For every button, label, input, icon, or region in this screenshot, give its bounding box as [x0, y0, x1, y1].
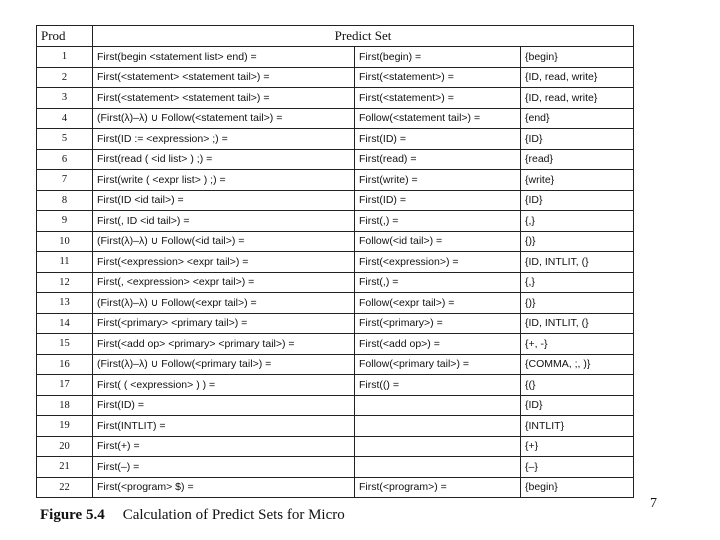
row-number: 8	[37, 190, 93, 211]
table-row	[37, 313, 634, 334]
predict-set-result: {begin}	[521, 47, 634, 68]
predict-expression: First(<statement>) =	[355, 67, 521, 88]
production-expression: First(<statement> <statement tail>) =	[93, 67, 355, 88]
production-expression: First(, <expression> <expr tail>) =	[93, 272, 355, 293]
predict-expression: First(<program>) =	[355, 477, 521, 498]
table-row	[37, 293, 634, 314]
predict-set-result: {ID}	[521, 395, 634, 416]
row-number: 21	[37, 457, 93, 478]
header-predict-set: Predict Set	[93, 26, 634, 47]
table-row	[37, 211, 634, 232]
predict-set-result: {begin}	[521, 477, 634, 498]
production-expression: First(write ( <expr list> ) ;) =	[93, 170, 355, 191]
row-number: 1	[37, 47, 93, 68]
predict-set-result: {ID, INTLIT, (}	[521, 252, 634, 273]
predict-expression: First(,) =	[355, 272, 521, 293]
predict-set-result: {,}	[521, 272, 634, 293]
production-expression: First(<add op> <primary> <primary tail>) =	[93, 334, 355, 355]
table-row	[37, 149, 634, 170]
predict-set-result: {+}	[521, 436, 634, 457]
table-row	[37, 88, 634, 109]
predict-set-result: {(}	[521, 375, 634, 396]
predict-expression: First(begin) =	[355, 47, 521, 68]
production-expression: First(begin <statement list> end) =	[93, 47, 355, 68]
table-row	[37, 231, 634, 252]
predict-set-result: {ID, read, write}	[521, 67, 634, 88]
table-row	[37, 108, 634, 129]
table-row	[37, 416, 634, 437]
predict-expression: First(write) =	[355, 170, 521, 191]
predict-set-result: {ID, INTLIT, (}	[521, 313, 634, 334]
production-expression: First(read ( <id list> ) ;) =	[93, 149, 355, 170]
predict-set-result: {ID, read, write}	[521, 88, 634, 109]
row-number: 12	[37, 272, 93, 293]
production-expression: First(–) =	[93, 457, 355, 478]
row-number: 2	[37, 67, 93, 88]
predict-expression: First(() =	[355, 375, 521, 396]
production-expression: (First(λ)–λ) ∪ Follow(<expr tail>) =	[93, 293, 355, 314]
predict-expression: Follow(<statement tail>) =	[355, 108, 521, 129]
production-expression: First(ID <id tail>) =	[93, 190, 355, 211]
row-number: 14	[37, 313, 93, 334]
table-row	[37, 47, 634, 68]
table-row	[37, 334, 634, 355]
predict-expression: First(<statement>) =	[355, 88, 521, 109]
table-row	[37, 170, 634, 191]
production-expression: First(<statement> <statement tail>) =	[93, 88, 355, 109]
predict-set-result: {–}	[521, 457, 634, 478]
predict-expression: First(ID) =	[355, 129, 521, 150]
row-number: 9	[37, 211, 93, 232]
predict-set-result: {)}	[521, 293, 634, 314]
predict-expression: First(<expression>) =	[355, 252, 521, 273]
predict-set-result: {INTLIT}	[521, 416, 634, 437]
figure-label: Figure 5.4	[40, 507, 105, 523]
table-row	[37, 354, 634, 375]
row-number: 11	[37, 252, 93, 273]
row-number: 22	[37, 477, 93, 498]
predict-expression: First(read) =	[355, 149, 521, 170]
predict-set-table	[36, 25, 634, 498]
row-number: 17	[37, 375, 93, 396]
predict-expression	[355, 457, 521, 478]
table-row	[37, 436, 634, 457]
production-expression: (First(λ)–λ) ∪ Follow(<statement tail>) =	[93, 108, 355, 129]
row-number: 13	[37, 293, 93, 314]
predict-expression: Follow(<expr tail>) =	[355, 293, 521, 314]
table-row	[37, 395, 634, 416]
predict-expression	[355, 416, 521, 437]
predict-set-result: {,}	[521, 211, 634, 232]
row-number: 10	[37, 231, 93, 252]
production-expression: (First(λ)–λ) ∪ Follow(<primary tail>) =	[93, 354, 355, 375]
production-expression: First(+) =	[93, 436, 355, 457]
row-number: 5	[37, 129, 93, 150]
table-row	[37, 375, 634, 396]
table-header-row	[37, 26, 634, 47]
predict-set-table-container	[36, 25, 633, 494]
predict-set-result: {read}	[521, 149, 634, 170]
predict-set-result: {COMMA, ;, )}	[521, 354, 634, 375]
row-number: 15	[37, 334, 93, 355]
production-expression: First(, ID <id tail>) =	[93, 211, 355, 232]
predict-expression: First(ID) =	[355, 190, 521, 211]
table-row	[37, 67, 634, 88]
production-expression: First(ID) =	[93, 395, 355, 416]
predict-expression: First(,) =	[355, 211, 521, 232]
table-row	[37, 190, 634, 211]
table-row	[37, 272, 634, 293]
row-number: 19	[37, 416, 93, 437]
production-expression: First(ID := <expression> ;) =	[93, 129, 355, 150]
predict-set-result: {end}	[521, 108, 634, 129]
predict-expression	[355, 436, 521, 457]
table-body	[37, 47, 634, 498]
production-expression: (First(λ)–λ) ∪ Follow(<id tail>) =	[93, 231, 355, 252]
production-expression: First(<expression> <expr tail>) =	[93, 252, 355, 273]
row-number: 3	[37, 88, 93, 109]
predict-set-result: {ID}	[521, 190, 634, 211]
predict-expression: Follow(<primary tail>) =	[355, 354, 521, 375]
header-prod: Prod	[37, 26, 93, 47]
caption-text: Calculation of Predict Sets for Micro	[122, 507, 345, 523]
predict-expression: Follow(<id tail>) =	[355, 231, 521, 252]
table-row	[37, 457, 634, 478]
predict-set-result: {)}	[521, 231, 634, 252]
figure-caption	[40, 507, 345, 524]
predict-expression	[355, 395, 521, 416]
production-expression: First(INTLIT) =	[93, 416, 355, 437]
row-number: 6	[37, 149, 93, 170]
page-number: 7	[650, 496, 657, 511]
row-number: 18	[37, 395, 93, 416]
predict-expression: First(<add op>) =	[355, 334, 521, 355]
predict-set-result: {ID}	[521, 129, 634, 150]
row-number: 4	[37, 108, 93, 129]
table-row	[37, 477, 634, 498]
predict-set-result: {write}	[521, 170, 634, 191]
production-expression: First(<program> $) =	[93, 477, 355, 498]
predict-set-result: {+, -}	[521, 334, 634, 355]
table-row	[37, 252, 634, 273]
row-number: 20	[37, 436, 93, 457]
production-expression: First(<primary> <primary tail>) =	[93, 313, 355, 334]
row-number: 16	[37, 354, 93, 375]
production-expression: First( ( <expression> ) ) =	[93, 375, 355, 396]
table-row	[37, 129, 634, 150]
predict-expression: First(<primary>) =	[355, 313, 521, 334]
row-number: 7	[37, 170, 93, 191]
